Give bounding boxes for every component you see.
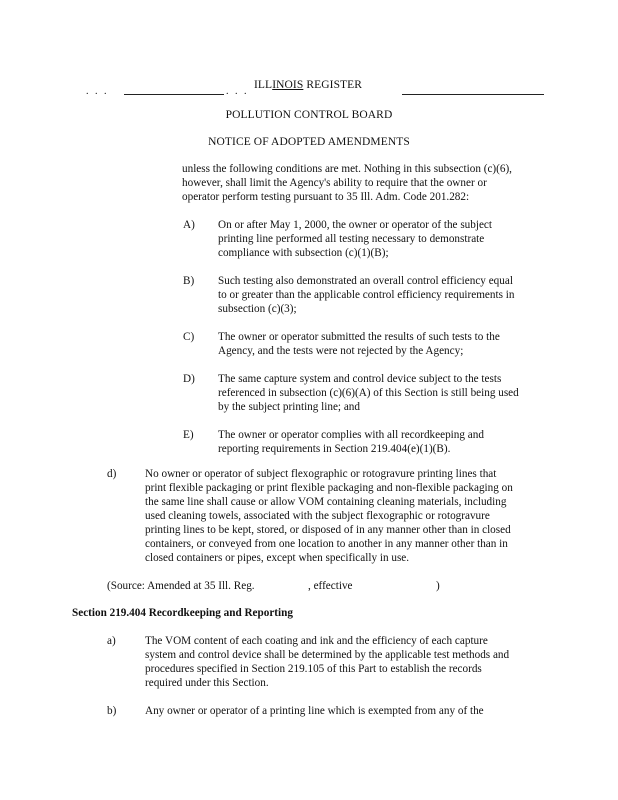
condition-line: Agency, and the tests were not rejected by the Agency; (218, 345, 464, 357)
condition-line: reporting requirements in Section 219.404(e)(1)(B). (218, 443, 451, 455)
subsection-marker: d) (107, 468, 117, 480)
intro-line: unless the following conditions are met. Nothing in this subsection (c)(6), (182, 163, 512, 175)
condition-line: Such testing also demonstrated an overall control efficiency equal (218, 275, 513, 287)
condition-marker: B) (183, 275, 195, 287)
subsection-line: print flexible packaging or print flexible packaging and non-flexible packaging on (145, 482, 513, 494)
header-dots-mid: . . . (226, 86, 249, 97)
subsection-line: containers, or conveyed from one location to another in any manner other than in (145, 538, 508, 550)
board-title: POLLUTION CONTROL BOARD (225, 109, 393, 121)
subsection-line: used cleaning towels, associated with the subject flexographic or rotogravure (145, 510, 490, 522)
source-note: ) (436, 580, 440, 592)
subsection-line: Any owner or operator of a printing line which is exempted from any of the (145, 705, 484, 717)
condition-line: compliance with subsection (c)(1)(B); (218, 247, 389, 259)
condition-marker: E) (183, 429, 194, 441)
source-note: (Source: Amended at 35 Ill. Reg. (107, 580, 255, 592)
subsection-line: closed containers or pipes, except when specifically in use. (145, 552, 410, 564)
subsection-line: The VOM content of each coating and ink and the efficiency of each capture (145, 635, 488, 647)
condition-marker: A) (183, 219, 195, 231)
condition-marker: C) (183, 331, 195, 343)
register-title: ILLINOIS REGISTER (254, 79, 363, 91)
condition-line: subsection (c)(3); (218, 303, 297, 315)
subsection-line: system and control device shall be determined by the applicable test methods and (145, 649, 510, 661)
subsection-line: No owner or operator of subject flexographic or rotogravure printing lines that (145, 468, 497, 480)
header-rule-right (402, 94, 544, 95)
subsection-line: printing lines to be kept, stored, or disposed of in any manner other than in closed (145, 524, 511, 536)
condition-line: referenced in subsection (c)(6)(A) of this Section is still being used (218, 387, 519, 399)
notice-title: NOTICE OF ADOPTED AMENDMENTS (208, 136, 410, 148)
condition-line: to or greater than the applicable control efficiency requirements in (218, 289, 515, 301)
intro-line: however, shall limit the Agency's ability to require that the owner or (182, 177, 487, 189)
condition-line: printing line performed all testing necessary to demonstrate (218, 233, 485, 245)
subsection-line: the same line shall cause or allow VOM containing cleaning materials, including (145, 496, 507, 508)
condition-line: On or after May 1, 2000, the owner or operator of the subject (218, 219, 493, 231)
condition-line: by the subject printing line; and (218, 401, 360, 413)
intro-line: operator perform testing pursuant to 35 Ill. Adm. Code 201.282: (182, 191, 470, 203)
source-note: , effective (308, 580, 353, 592)
header-rule-left (124, 94, 224, 95)
condition-line: The same capture system and control device subject to the tests (218, 373, 502, 385)
subsection-line: procedures specified in Section 219.105 of this Part to establish the records (145, 663, 482, 675)
subsection-marker: b) (107, 705, 117, 717)
header-dots-left: . . . (86, 86, 109, 97)
subsection-line: required under this Section. (145, 677, 269, 689)
subsection-marker: a) (107, 635, 116, 647)
condition-marker: D) (183, 373, 195, 385)
condition-line: The owner or operator submitted the results of such tests to the (218, 331, 500, 343)
condition-line: The owner or operator complies with all recordkeeping and (218, 429, 484, 441)
section-heading: Section 219.404 Recordkeeping and Reporting (72, 607, 293, 619)
